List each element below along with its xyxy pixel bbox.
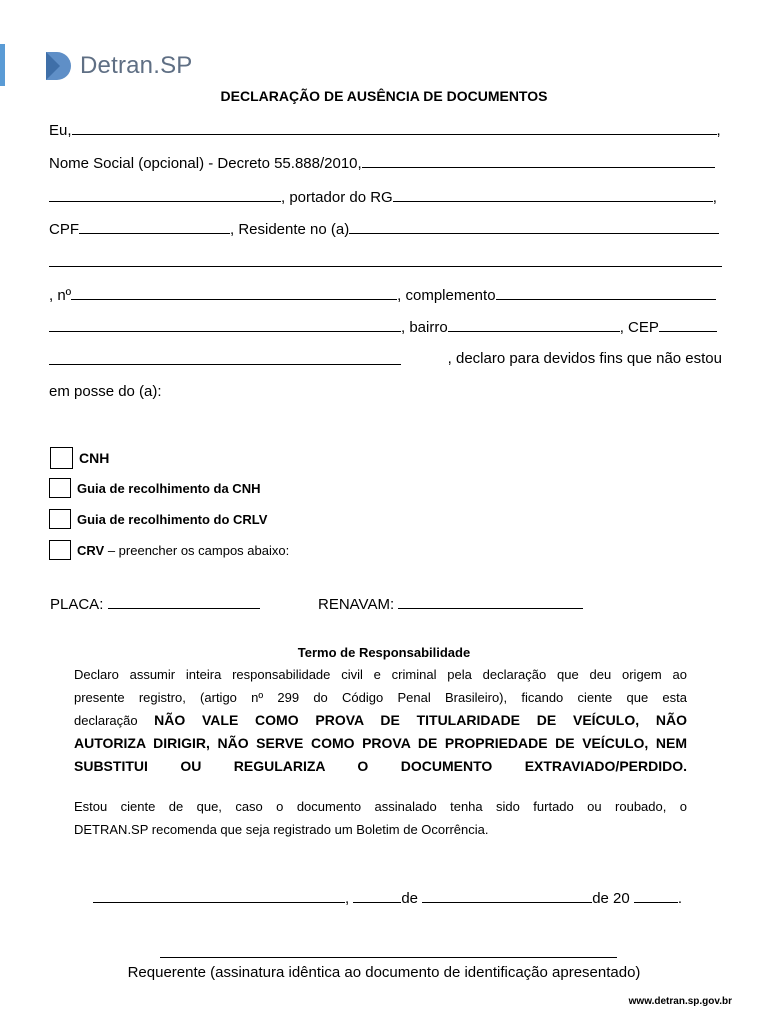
termo-title: Termo de Responsabilidade	[297, 645, 471, 660]
rg-field[interactable]	[393, 187, 713, 202]
month-field[interactable]	[422, 888, 592, 903]
checkbox-box[interactable]	[49, 540, 71, 560]
signature-line[interactable]	[160, 957, 617, 958]
document-title: DECLARAÇÃO DE AUSÊNCIA DE DOCUMENTOS	[220, 88, 548, 104]
complemento-label: , complemento	[397, 287, 496, 304]
date-line: , de de 20 .	[93, 888, 682, 907]
line-cpf	[49, 219, 719, 238]
footer-url[interactable]: www.detran.sp.gov.br	[628, 996, 732, 1007]
cep-field[interactable]	[659, 317, 717, 332]
checkbox-suffix: – preencher os campos abaixo:	[104, 542, 290, 558]
termo-line: DETRAN.SP recomenda que seja registrado um Boletim de Ocorrência.	[74, 822, 489, 837]
cpf-field[interactable]	[79, 219, 230, 234]
placa-line	[50, 594, 260, 613]
line-declaro	[49, 350, 722, 367]
checkbox-guia-crlv[interactable]	[49, 509, 267, 529]
termo-paragraph-2	[74, 795, 687, 841]
nome-social-field[interactable]	[362, 153, 715, 168]
address-field-line[interactable]	[49, 266, 722, 267]
termo-line: presente registro, (artigo nº 299 do Código Penal Brasileiro), ficando ciente que esta	[74, 690, 687, 705]
cpf-label: CPF	[49, 221, 79, 238]
placa-label: PLACA:	[50, 596, 104, 613]
logo-text: Detran.SP	[80, 52, 193, 79]
termo-line: Declaro assumir inteira responsabilidade civil e criminal pela declaração que deu origem ao	[74, 667, 687, 682]
portador-label: , portador do RG	[281, 189, 393, 206]
termo-line: declaração NÃO VALE COMO PROVA DE TITULARIDADE DE VEÍCULO, NÃO	[74, 712, 687, 728]
name-field[interactable]	[72, 120, 717, 135]
renavam-line	[318, 594, 583, 613]
complemento-field[interactable]	[496, 285, 716, 300]
termo-line: Estou ciente de que, caso o documento assinalado tenha sido furtado ou roubado, o	[74, 799, 687, 814]
nome-social-field-cont[interactable]	[49, 187, 281, 202]
line-eu: Eu, ,	[49, 122, 721, 139]
checkbox-cnh[interactable]	[50, 447, 109, 469]
declaro-label: , declaro para devidos fins que não estou	[447, 350, 722, 367]
residence-field[interactable]	[349, 219, 719, 234]
termo-paragraph-1	[74, 663, 687, 778]
checkbox-guia-cnh[interactable]	[49, 478, 260, 498]
address-field-2[interactable]	[49, 317, 401, 332]
termo-line: AUTORIZA DIRIGIR, NÃO SERVE COMO PROVA DE PROPRIEDADE DE VEÍCULO, NEM	[74, 735, 687, 751]
signature-label: Requerente (assinatura idêntica ao documento de identificação apresentado)	[127, 964, 641, 981]
year-field[interactable]	[634, 888, 678, 903]
bairro-label: , bairro	[401, 319, 448, 336]
checkbox-box[interactable]	[49, 509, 71, 529]
renavam-field[interactable]	[398, 594, 583, 609]
checkbox-crv[interactable]	[49, 540, 289, 560]
checkbox-box[interactable]	[50, 447, 73, 469]
checkbox-label: Guia de recolhimento do CRLV	[77, 511, 268, 527]
city-field[interactable]	[49, 350, 401, 365]
checkbox-label: Guia de recolhimento da CNH	[77, 480, 261, 496]
line-nome-social	[49, 153, 715, 172]
line-numero	[49, 285, 716, 304]
residente-label: , Residente no (a)	[230, 221, 350, 238]
numero-field[interactable]	[71, 285, 397, 300]
checkbox-label: CRV	[77, 542, 105, 558]
nome-social-label: Nome Social (opcional) - Decreto 55.888/2010,	[49, 155, 362, 172]
day-field[interactable]	[353, 888, 401, 903]
detran-logo	[44, 48, 193, 84]
accent-bar	[0, 44, 5, 86]
checkbox-label: CNH	[79, 450, 110, 466]
em-posse-label: em posse do (a):	[49, 383, 162, 400]
renavam-label: RENAVAM:	[318, 596, 395, 613]
detran-logo-icon	[44, 50, 74, 82]
numero-label: , nº	[49, 287, 72, 304]
city-date-field[interactable]	[93, 888, 345, 903]
line-bairro	[49, 317, 717, 336]
line-rg: , portador do RG ,	[49, 187, 717, 206]
checkbox-box[interactable]	[49, 478, 71, 498]
termo-line: SUBSTITUI OU REGULARIZA O DOCUMENTO EXTRAVIADO/PERDIDO.	[74, 758, 687, 774]
eu-label: Eu,	[49, 122, 72, 139]
bairro-field[interactable]	[448, 317, 620, 332]
placa-field[interactable]	[108, 594, 260, 609]
cep-label: , CEP	[619, 319, 659, 336]
